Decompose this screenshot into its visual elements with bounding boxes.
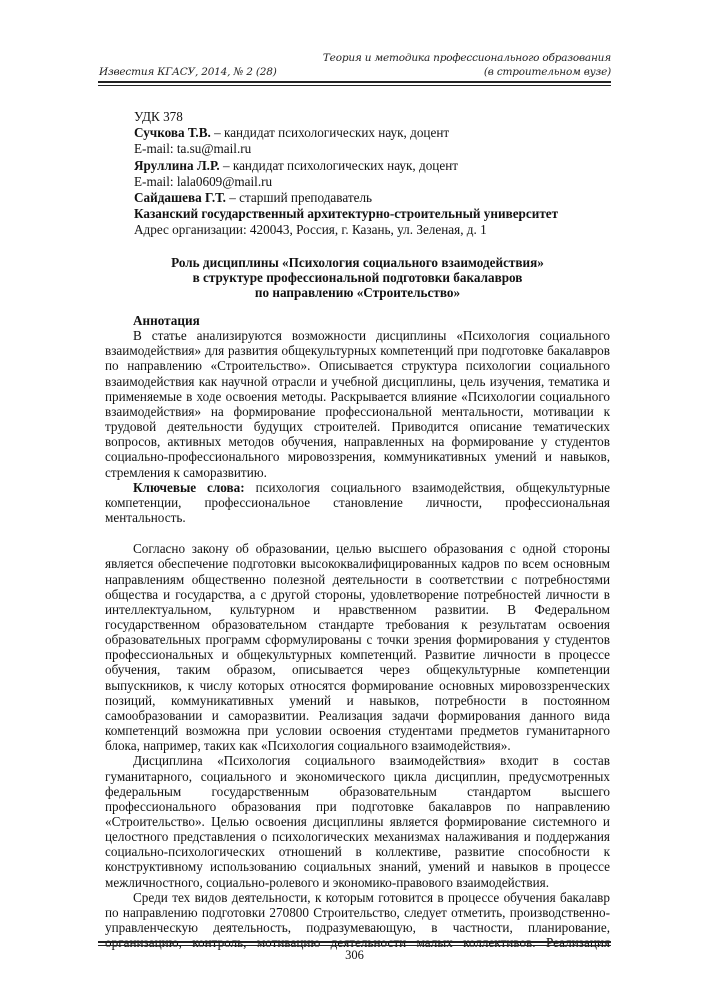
body-paragraph-3: Среди тех видов деятельности, к которым готовится в процессе обучения бакалавр по направлению подготовки 270800 Строительство, следует отметить, производственно-управленческую деятельность, подразумевающую, в частности, планирование, организацию, контроль, мотивацию деятельности малых коллективов. Реализация [105, 889, 610, 951]
author-3 [134, 190, 558, 206]
title-line-1: Роль дисциплины «Психология социального взаимодействия» [171, 255, 544, 270]
author-role: – старший преподаватель [225, 190, 373, 206]
organization-address: Адрес организации: 420043, Россия, г. Казань, ул. Зеленая, д. 1 [134, 222, 487, 238]
author-2 [134, 158, 558, 174]
author-2-email[interactable]: E-mail: lala0609@mail.ru [134, 173, 273, 189]
article-body [105, 313, 610, 950]
author-1 [134, 125, 558, 141]
title-line-3: по направлению «Строительство» [254, 285, 461, 300]
article-metadata [134, 109, 558, 239]
body-paragraph-2: Дисциплина «Психология социального взаимодействия» входит в состав гуманитарного, социального и экономического цикла дисциплин, предусмотренных федеральным государственным образовательным стандартом высшего профессионального образования при подготовке бакалавров по направлению «Строительство». Целью освоения дисциплины является формирование системного и целостного представления о психологических механизмах налаживания и поддержания социально-психологических отношений в коллективе, развитие способности к конструктивному использованию социальных знаний, умений и навыков в процессе межличностного, социально-ролевого и экономико-правового взаимодействия. [105, 753, 610, 890]
section-title-line2: (в строительном вузе) [483, 66, 611, 78]
keywords-label: Ключевые слова: [133, 479, 245, 495]
section-title-line1: Теория и методика профессионального образования [322, 52, 611, 64]
organization: Казанский государственный архитектурно-строительный университет [134, 206, 559, 222]
author-role: – кандидат психологических наук, доцент [210, 125, 450, 141]
annotation-text: В статье анализируются возможности дисциплины «Психология социального взаимодействия» для развития общекультурных компетенций при подготовке бакалавров по направлению «Строительство». Описывается структура психологии социального взаимодействия как научной отрасли и учебной дисциплины, цель изучения, тематика и применяемые в ходе освоения методы. Раскрывается влияние «Психологии социального взаимодействия» на формирование профессиональной ментальности, мотивации к трудовой деятельности будущих строителей. Приводится описание тематических вопросов, активных методов обучения, направленных на формирование у студентов социально-профессионального мировоззрения, коммуникативных умений и навыков, стремления к саморазвитию. [105, 328, 610, 480]
udc-code: УДК 378 [134, 109, 183, 124]
running-header-section [323, 51, 611, 79]
header-rule [98, 81, 611, 86]
running-header-journal: Известия КГАСУ, 2014, № 2 (28) [99, 66, 277, 78]
author-role: – кандидат психологических наук, доцент [219, 157, 459, 173]
article-title [105, 255, 610, 300]
section-gap [105, 525, 610, 541]
keywords-list: психология социального взаимодействия, общекультурные компетенции, профессиональное становление личности, профессиональная ментальность. [105, 479, 610, 526]
page-number: 306 [345, 948, 364, 962]
footer-rule [98, 941, 611, 946]
title-line-2: в структуре профессиональной подготовки бакалавров [192, 270, 523, 285]
keywords [105, 480, 610, 525]
author-name: Яруллина Л.Р. [134, 157, 220, 173]
author-1-email[interactable]: E-mail: ta.su@mail.ru [134, 141, 252, 157]
body-paragraph-1: Согласно закону об образовании, целью высшего образования с одной стороны является обеспечение подготовки высококвалифицированных кадров по всем основным направлениям общественно полезной деятельности в соответствии с потребностями общества и государства, а с другой стороны, удовлетворение потребностей личности в интеллектуальном, культурном и нравственном развитии. В Федеральном государственном образовательном стандарте требования к результатам освоения образовательных программ сформулированы с точки зрения формирования у студентов профессиональных и общекультурных компетенций. Развитие личности в процессе обучения, таким образом, описывается через общекультурные компетенции выпускников, к числу которых относятся формирование основных мировоззренческих позиций, коммуникативных умений и навыков, потребности в постоянном самообразовании и саморазвитии. Реализация задачи формирования данного вида компетенций возможна при условии освоения студентами предметов гуманитарного блока, например, таких как «Психология социального взаимодействия». [105, 541, 610, 754]
author-name: Сучкова Т.В. [134, 125, 211, 141]
author-name: Сайдашева Г.Т. [134, 190, 226, 206]
annotation-heading: Аннотация [133, 313, 200, 328]
